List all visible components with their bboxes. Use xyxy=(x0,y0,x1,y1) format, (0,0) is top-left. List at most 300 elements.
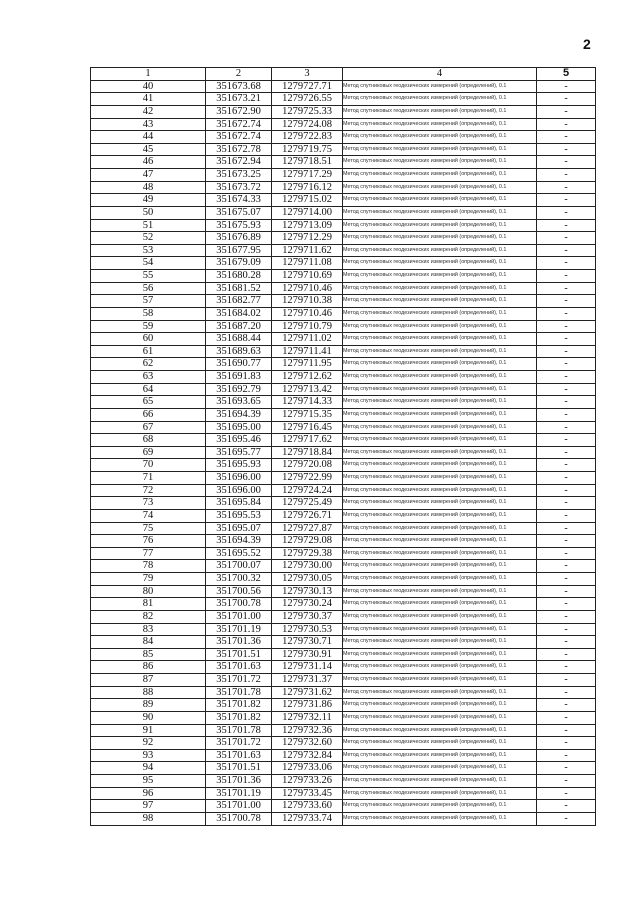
x-coordinate-cell: 351691.83 xyxy=(206,371,272,384)
note-cell: - xyxy=(537,295,596,308)
table-row xyxy=(91,118,596,131)
note-cell: - xyxy=(537,749,596,762)
table-row xyxy=(91,169,596,182)
x-coordinate-cell: 351701.78 xyxy=(206,724,272,737)
table-row xyxy=(91,762,596,775)
y-coordinate-cell: 1279717.29 xyxy=(272,169,343,182)
x-coordinate-cell: 351695.07 xyxy=(206,522,272,535)
point-number-cell: 96 xyxy=(91,787,206,800)
y-coordinate-cell: 1279731.37 xyxy=(272,674,343,687)
method-cell: Метод спутниковых геодезических измерений (определений), 0.1 xyxy=(343,812,537,825)
x-coordinate-cell: 351673.25 xyxy=(206,169,272,182)
note-cell: - xyxy=(537,686,596,699)
method-cell: Метод спутниковых геодезических измерений (определений), 0.1 xyxy=(343,257,537,270)
note-cell: - xyxy=(537,573,596,586)
table-row xyxy=(91,699,596,712)
y-coordinate-cell: 1279730.05 xyxy=(272,573,343,586)
y-coordinate-cell: 1279710.38 xyxy=(272,295,343,308)
header-y-coordinate: 3 xyxy=(272,68,343,81)
y-coordinate-cell: 1279726.55 xyxy=(272,93,343,106)
x-coordinate-cell: 351701.00 xyxy=(206,610,272,623)
point-number-cell: 73 xyxy=(91,497,206,510)
method-cell: Метод спутниковых геодезических измерений (определений), 0.1 xyxy=(343,307,537,320)
point-number-cell: 76 xyxy=(91,535,206,548)
method-cell: Метод спутниковых геодезических измерений (определений), 0.1 xyxy=(343,232,537,245)
method-cell: Метод спутниковых геодезических измерений (определений), 0.1 xyxy=(343,345,537,358)
point-number-cell: 89 xyxy=(91,699,206,712)
point-number-cell: 52 xyxy=(91,232,206,245)
table-row xyxy=(91,573,596,586)
method-cell: Метод спутниковых геодезических измерений (определений), 0.1 xyxy=(343,383,537,396)
y-coordinate-cell: 1279711.08 xyxy=(272,257,343,270)
y-coordinate-cell: 1279710.79 xyxy=(272,320,343,333)
method-cell: Метод спутниковых геодезических измерений (определений), 0.1 xyxy=(343,686,537,699)
method-cell: Метод спутниковых геодезических измерений (определений), 0.1 xyxy=(343,333,537,346)
y-coordinate-cell: 1279724.08 xyxy=(272,118,343,131)
table-row xyxy=(91,585,596,598)
x-coordinate-cell: 351701.78 xyxy=(206,686,272,699)
table-row xyxy=(91,257,596,270)
y-coordinate-cell: 1279729.08 xyxy=(272,535,343,548)
table-row xyxy=(91,156,596,169)
y-coordinate-cell: 1279714.33 xyxy=(272,396,343,409)
y-coordinate-cell: 1279732.36 xyxy=(272,724,343,737)
method-cell: Метод спутниковых геодезических измерений (определений), 0.1 xyxy=(343,484,537,497)
method-cell: Метод спутниковых геодезических измерений (определений), 0.1 xyxy=(343,446,537,459)
x-coordinate-cell: 351690.77 xyxy=(206,358,272,371)
y-coordinate-cell: 1279732.11 xyxy=(272,711,343,724)
y-coordinate-cell: 1279711.41 xyxy=(272,345,343,358)
y-coordinate-cell: 1279733.45 xyxy=(272,787,343,800)
table-row xyxy=(91,737,596,750)
y-coordinate-cell: 1279727.71 xyxy=(272,80,343,93)
x-coordinate-cell: 351701.51 xyxy=(206,648,272,661)
table-row xyxy=(91,383,596,396)
point-number-cell: 63 xyxy=(91,371,206,384)
point-number-cell: 95 xyxy=(91,775,206,788)
table-row xyxy=(91,661,596,674)
y-coordinate-cell: 1279720.08 xyxy=(272,459,343,472)
note-cell: - xyxy=(537,674,596,687)
note-cell: - xyxy=(537,623,596,636)
note-cell: - xyxy=(537,169,596,182)
note-cell: - xyxy=(537,244,596,257)
method-cell: Метод спутниковых геодезических измерений (определений), 0.1 xyxy=(343,711,537,724)
point-number-cell: 85 xyxy=(91,648,206,661)
x-coordinate-cell: 351701.36 xyxy=(206,636,272,649)
y-coordinate-cell: 1279710.46 xyxy=(272,282,343,295)
point-number-cell: 72 xyxy=(91,484,206,497)
table-row xyxy=(91,181,596,194)
note-cell: - xyxy=(537,472,596,485)
method-cell: Метод спутниковых геодезических измерений (определений), 0.1 xyxy=(343,800,537,813)
note-cell: - xyxy=(537,547,596,560)
method-cell: Метод спутниковых геодезических измерений (определений), 0.1 xyxy=(343,623,537,636)
y-coordinate-cell: 1279732.84 xyxy=(272,749,343,762)
method-cell: Метод спутниковых геодезических измерений (определений), 0.1 xyxy=(343,219,537,232)
point-number-cell: 70 xyxy=(91,459,206,472)
note-cell: - xyxy=(537,371,596,384)
y-coordinate-cell: 1279722.99 xyxy=(272,472,343,485)
point-number-cell: 77 xyxy=(91,547,206,560)
point-number-cell: 91 xyxy=(91,724,206,737)
table-row xyxy=(91,345,596,358)
method-cell: Метод спутниковых геодезических измерений (определений), 0.1 xyxy=(343,535,537,548)
note-cell: - xyxy=(537,535,596,548)
table-row xyxy=(91,787,596,800)
table-row xyxy=(91,724,596,737)
point-number-cell: 62 xyxy=(91,358,206,371)
x-coordinate-cell: 351693.65 xyxy=(206,396,272,409)
table-row xyxy=(91,295,596,308)
table-row xyxy=(91,484,596,497)
table-body xyxy=(91,80,596,825)
point-number-cell: 65 xyxy=(91,396,206,409)
note-cell: - xyxy=(537,598,596,611)
note-cell: - xyxy=(537,307,596,320)
method-cell: Метод спутниковых геодезических измерений (определений), 0.1 xyxy=(343,358,537,371)
table-row xyxy=(91,648,596,661)
table-row xyxy=(91,371,596,384)
note-cell: - xyxy=(537,181,596,194)
method-cell: Метод спутниковых геодезических измерений (определений), 0.1 xyxy=(343,408,537,421)
x-coordinate-cell: 351677.95 xyxy=(206,244,272,257)
method-cell: Метод спутниковых геодезических измерений (определений), 0.1 xyxy=(343,320,537,333)
x-coordinate-cell: 351672.74 xyxy=(206,131,272,144)
table-row xyxy=(91,80,596,93)
method-cell: Метод спутниковых геодезических измерений (определений), 0.1 xyxy=(343,105,537,118)
method-cell: Метод спутниковых геодезических измерений (определений), 0.1 xyxy=(343,699,537,712)
table-row xyxy=(91,459,596,472)
header-point-number: 1 xyxy=(91,68,206,81)
note-cell: - xyxy=(537,118,596,131)
y-coordinate-cell: 1279718.84 xyxy=(272,446,343,459)
note-cell: - xyxy=(537,800,596,813)
point-number-cell: 58 xyxy=(91,307,206,320)
point-number-cell: 51 xyxy=(91,219,206,232)
note-cell: - xyxy=(537,509,596,522)
y-coordinate-cell: 1279715.02 xyxy=(272,194,343,207)
note-cell: - xyxy=(537,484,596,497)
x-coordinate-cell: 351675.07 xyxy=(206,206,272,219)
table-row xyxy=(91,775,596,788)
x-coordinate-cell: 351688.44 xyxy=(206,333,272,346)
note-cell: - xyxy=(537,421,596,434)
y-coordinate-cell: 1279733.26 xyxy=(272,775,343,788)
point-number-cell: 68 xyxy=(91,434,206,447)
y-coordinate-cell: 1279731.62 xyxy=(272,686,343,699)
point-number-cell: 59 xyxy=(91,320,206,333)
method-cell: Метод спутниковых геодезических измерений (определений), 0.1 xyxy=(343,421,537,434)
x-coordinate-cell: 351681.52 xyxy=(206,282,272,295)
method-cell: Метод спутниковых геодезических измерений (определений), 0.1 xyxy=(343,118,537,131)
note-cell: - xyxy=(537,358,596,371)
table-row xyxy=(91,686,596,699)
y-coordinate-cell: 1279713.09 xyxy=(272,219,343,232)
x-coordinate-cell: 351674.33 xyxy=(206,194,272,207)
method-cell: Метод спутниковых геодезических измерений (определений), 0.1 xyxy=(343,661,537,674)
y-coordinate-cell: 1279726.71 xyxy=(272,509,343,522)
table-row xyxy=(91,232,596,245)
table-row xyxy=(91,509,596,522)
note-cell: - xyxy=(537,232,596,245)
method-cell: Метод спутниковых геодезических измерений (определений), 0.1 xyxy=(343,787,537,800)
method-cell: Метод спутниковых геодезических измерений (определений), 0.1 xyxy=(343,270,537,283)
y-coordinate-cell: 1279725.49 xyxy=(272,497,343,510)
table-row xyxy=(91,674,596,687)
header-x-coordinate: 2 xyxy=(206,68,272,81)
note-cell: - xyxy=(537,775,596,788)
method-cell: Метод спутниковых геодезических измерений (определений), 0.1 xyxy=(343,775,537,788)
table-row xyxy=(91,206,596,219)
x-coordinate-cell: 351695.84 xyxy=(206,497,272,510)
y-coordinate-cell: 1279730.71 xyxy=(272,636,343,649)
table-row xyxy=(91,472,596,485)
table-row xyxy=(91,623,596,636)
x-coordinate-cell: 351701.82 xyxy=(206,699,272,712)
table-row xyxy=(91,598,596,611)
y-coordinate-cell: 1279733.74 xyxy=(272,812,343,825)
table-row xyxy=(91,749,596,762)
point-number-cell: 75 xyxy=(91,522,206,535)
x-coordinate-cell: 351676.89 xyxy=(206,232,272,245)
point-number-cell: 41 xyxy=(91,93,206,106)
y-coordinate-cell: 1279711.62 xyxy=(272,244,343,257)
x-coordinate-cell: 351673.68 xyxy=(206,80,272,93)
note-cell: - xyxy=(537,762,596,775)
note-cell: - xyxy=(537,522,596,535)
note-cell: - xyxy=(537,131,596,144)
point-number-cell: 66 xyxy=(91,408,206,421)
x-coordinate-cell: 351687.20 xyxy=(206,320,272,333)
method-cell: Метод спутниковых геодезических измерений (определений), 0.1 xyxy=(343,181,537,194)
method-cell: Метод спутниковых геодезических измерений (определений), 0.1 xyxy=(343,295,537,308)
point-number-cell: 94 xyxy=(91,762,206,775)
note-cell: - xyxy=(537,105,596,118)
note-cell: - xyxy=(537,270,596,283)
method-cell: Метод спутниковых геодезических измерений (определений), 0.1 xyxy=(343,585,537,598)
table-header-row xyxy=(91,68,596,81)
table-row xyxy=(91,408,596,421)
point-number-cell: 56 xyxy=(91,282,206,295)
y-coordinate-cell: 1279712.29 xyxy=(272,232,343,245)
x-coordinate-cell: 351679.09 xyxy=(206,257,272,270)
header-method: 4 xyxy=(343,68,537,81)
point-number-cell: 86 xyxy=(91,661,206,674)
note-cell: - xyxy=(537,345,596,358)
x-coordinate-cell: 351672.90 xyxy=(206,105,272,118)
table-row xyxy=(91,610,596,623)
method-cell: Метод спутниковых геодезических измерений (определений), 0.1 xyxy=(343,206,537,219)
x-coordinate-cell: 351695.46 xyxy=(206,434,272,447)
y-coordinate-cell: 1279714.00 xyxy=(272,206,343,219)
note-cell: - xyxy=(537,194,596,207)
y-coordinate-cell: 1279730.37 xyxy=(272,610,343,623)
point-number-cell: 47 xyxy=(91,169,206,182)
x-coordinate-cell: 351673.72 xyxy=(206,181,272,194)
method-cell: Метод спутниковых геодезических измерений (определений), 0.1 xyxy=(343,244,537,257)
table-row xyxy=(91,812,596,825)
y-coordinate-cell: 1279717.62 xyxy=(272,434,343,447)
note-cell: - xyxy=(537,143,596,156)
method-cell: Метод спутниковых геодезических измерений (определений), 0.1 xyxy=(343,560,537,573)
y-coordinate-cell: 1279730.00 xyxy=(272,560,343,573)
table-row xyxy=(91,358,596,371)
point-number-cell: 57 xyxy=(91,295,206,308)
point-number-cell: 45 xyxy=(91,143,206,156)
y-coordinate-cell: 1279716.45 xyxy=(272,421,343,434)
note-cell: - xyxy=(537,93,596,106)
point-number-cell: 88 xyxy=(91,686,206,699)
point-number-cell: 74 xyxy=(91,509,206,522)
y-coordinate-cell: 1279730.53 xyxy=(272,623,343,636)
note-cell: - xyxy=(537,636,596,649)
x-coordinate-cell: 351701.19 xyxy=(206,787,272,800)
method-cell: Метод спутниковых геодезических измерений (определений), 0.1 xyxy=(343,547,537,560)
table-row xyxy=(91,270,596,283)
table-row xyxy=(91,560,596,573)
method-cell: Метод спутниковых геодезических измерений (определений), 0.1 xyxy=(343,434,537,447)
method-cell: Метод спутниковых геодезических измерений (определений), 0.1 xyxy=(343,749,537,762)
method-cell: Метод спутниковых геодезических измерений (определений), 0.1 xyxy=(343,169,537,182)
method-cell: Метод спутниковых геодезических измерений (определений), 0.1 xyxy=(343,156,537,169)
x-coordinate-cell: 351700.78 xyxy=(206,812,272,825)
note-cell: - xyxy=(537,219,596,232)
note-cell: - xyxy=(537,408,596,421)
note-cell: - xyxy=(537,156,596,169)
method-cell: Метод спутниковых геодезических измерений (определений), 0.1 xyxy=(343,93,537,106)
note-cell: - xyxy=(537,206,596,219)
y-coordinate-cell: 1279729.38 xyxy=(272,547,343,560)
method-cell: Метод спутниковых геодезических измерений (определений), 0.1 xyxy=(343,509,537,522)
method-cell: Метод спутниковых геодезических измерений (определений), 0.1 xyxy=(343,674,537,687)
table-row xyxy=(91,131,596,144)
x-coordinate-cell: 351701.72 xyxy=(206,674,272,687)
point-number-cell: 48 xyxy=(91,181,206,194)
note-cell: - xyxy=(537,459,596,472)
point-number-cell: 55 xyxy=(91,270,206,283)
x-coordinate-cell: 351672.74 xyxy=(206,118,272,131)
x-coordinate-cell: 351696.00 xyxy=(206,484,272,497)
method-cell: Метод спутниковых геодезических измерений (определений), 0.1 xyxy=(343,497,537,510)
table-row xyxy=(91,93,596,106)
method-cell: Метод спутниковых геодезических измерений (определений), 0.1 xyxy=(343,282,537,295)
note-cell: - xyxy=(537,434,596,447)
method-cell: Метод спутниковых геодезических измерений (определений), 0.1 xyxy=(343,131,537,144)
note-cell: - xyxy=(537,396,596,409)
x-coordinate-cell: 351694.39 xyxy=(206,535,272,548)
point-number-cell: 78 xyxy=(91,560,206,573)
point-number-cell: 53 xyxy=(91,244,206,257)
method-cell: Метод спутниковых геодезических измерений (определений), 0.1 xyxy=(343,737,537,750)
y-coordinate-cell: 1279731.14 xyxy=(272,661,343,674)
note-cell: - xyxy=(537,787,596,800)
point-number-cell: 79 xyxy=(91,573,206,586)
point-number-cell: 64 xyxy=(91,383,206,396)
note-cell: - xyxy=(537,699,596,712)
x-coordinate-cell: 351695.53 xyxy=(206,509,272,522)
table-row xyxy=(91,396,596,409)
x-coordinate-cell: 351700.32 xyxy=(206,573,272,586)
x-coordinate-cell: 351695.00 xyxy=(206,421,272,434)
y-coordinate-cell: 1279713.42 xyxy=(272,383,343,396)
x-coordinate-cell: 351684.02 xyxy=(206,307,272,320)
y-coordinate-cell: 1279712.62 xyxy=(272,371,343,384)
x-coordinate-cell: 351682.77 xyxy=(206,295,272,308)
point-number-cell: 67 xyxy=(91,421,206,434)
point-number-cell: 80 xyxy=(91,585,206,598)
table-row xyxy=(91,320,596,333)
x-coordinate-cell: 351701.51 xyxy=(206,762,272,775)
method-cell: Метод спутниковых геодезических измерений (определений), 0.1 xyxy=(343,648,537,661)
method-cell: Метод спутниковых геодезических измерений (определений), 0.1 xyxy=(343,371,537,384)
y-coordinate-cell: 1279710.69 xyxy=(272,270,343,283)
note-cell: - xyxy=(537,80,596,93)
coordinates-table xyxy=(90,67,596,826)
method-cell: Метод спутниковых геодезических измерений (определений), 0.1 xyxy=(343,598,537,611)
point-number-cell: 50 xyxy=(91,206,206,219)
y-coordinate-cell: 1279732.60 xyxy=(272,737,343,750)
y-coordinate-cell: 1279722.83 xyxy=(272,131,343,144)
y-coordinate-cell: 1279733.06 xyxy=(272,762,343,775)
point-number-cell: 92 xyxy=(91,737,206,750)
x-coordinate-cell: 351675.93 xyxy=(206,219,272,232)
note-cell: - xyxy=(537,497,596,510)
header-note: 5 xyxy=(537,68,596,81)
x-coordinate-cell: 351701.72 xyxy=(206,737,272,750)
note-cell: - xyxy=(537,560,596,573)
note-cell: - xyxy=(537,320,596,333)
x-coordinate-cell: 351701.19 xyxy=(206,623,272,636)
table-row xyxy=(91,194,596,207)
y-coordinate-cell: 1279730.24 xyxy=(272,598,343,611)
y-coordinate-cell: 1279724.24 xyxy=(272,484,343,497)
method-cell: Метод спутниковых геодезических измерений (определений), 0.1 xyxy=(343,636,537,649)
method-cell: Метод спутниковых геодезических измерений (определений), 0.1 xyxy=(343,396,537,409)
table-row xyxy=(91,244,596,257)
table-row xyxy=(91,547,596,560)
table-row xyxy=(91,143,596,156)
note-cell: - xyxy=(537,711,596,724)
note-cell: - xyxy=(537,610,596,623)
x-coordinate-cell: 351695.52 xyxy=(206,547,272,560)
point-number-cell: 69 xyxy=(91,446,206,459)
point-number-cell: 97 xyxy=(91,800,206,813)
point-number-cell: 43 xyxy=(91,118,206,131)
point-number-cell: 87 xyxy=(91,674,206,687)
x-coordinate-cell: 351700.78 xyxy=(206,598,272,611)
point-number-cell: 90 xyxy=(91,711,206,724)
point-number-cell: 46 xyxy=(91,156,206,169)
table-row xyxy=(91,105,596,118)
method-cell: Метод спутниковых геодезических измерений (определений), 0.1 xyxy=(343,143,537,156)
method-cell: Метод спутниковых геодезических измерений (определений), 0.1 xyxy=(343,724,537,737)
y-coordinate-cell: 1279711.95 xyxy=(272,358,343,371)
y-coordinate-cell: 1279719.75 xyxy=(272,143,343,156)
x-coordinate-cell: 351700.56 xyxy=(206,585,272,598)
note-cell: - xyxy=(537,383,596,396)
note-cell: - xyxy=(537,648,596,661)
note-cell: - xyxy=(537,812,596,825)
point-number-cell: 54 xyxy=(91,257,206,270)
x-coordinate-cell: 351700.07 xyxy=(206,560,272,573)
point-number-cell: 44 xyxy=(91,131,206,144)
note-cell: - xyxy=(537,446,596,459)
table-row xyxy=(91,522,596,535)
point-number-cell: 81 xyxy=(91,598,206,611)
x-coordinate-cell: 351701.82 xyxy=(206,711,272,724)
point-number-cell: 84 xyxy=(91,636,206,649)
